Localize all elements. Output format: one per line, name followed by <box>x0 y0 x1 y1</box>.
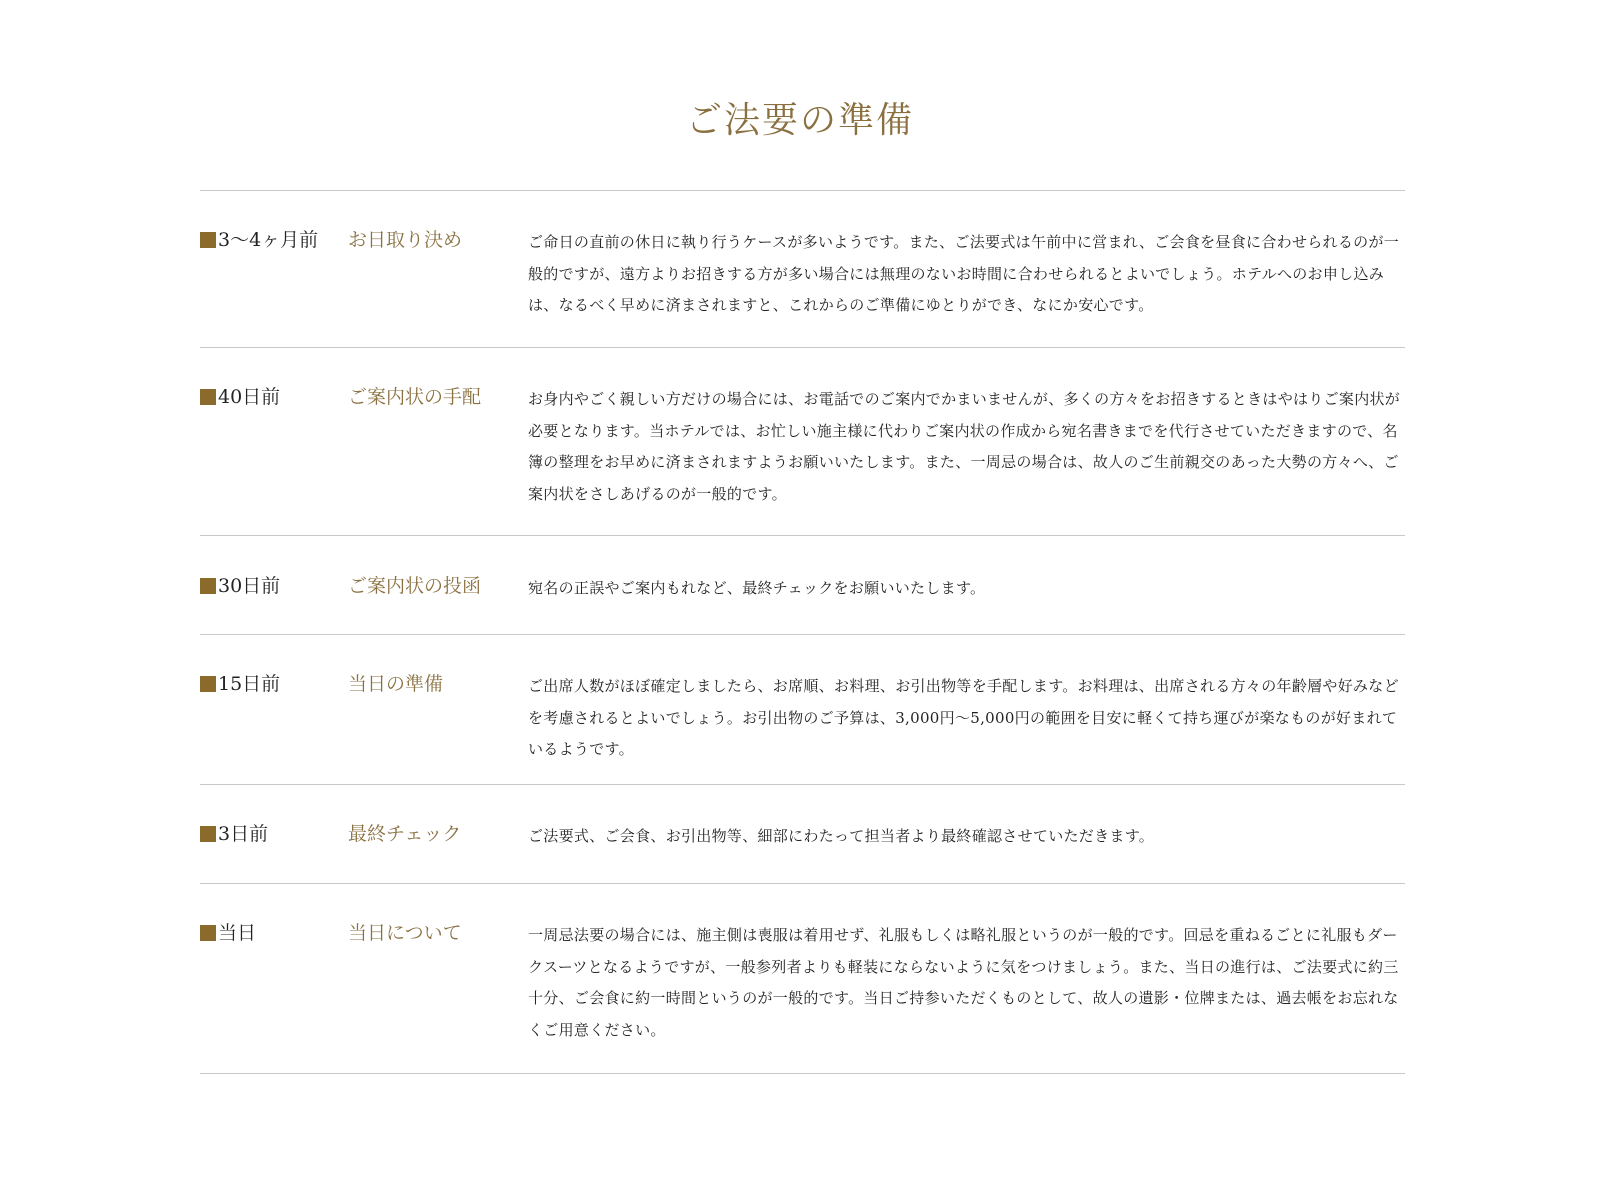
timing-label: 3〜4ヶ月前 <box>218 229 319 251</box>
schedule-row <box>200 785 1405 884</box>
timing-label: 3日前 <box>218 823 269 845</box>
schedule-row <box>200 635 1405 785</box>
schedule-row <box>200 348 1405 536</box>
schedule-table <box>200 190 1405 1074</box>
timing-cell <box>200 818 348 850</box>
task-label: 最終チェック <box>348 823 462 845</box>
task-description: お身内やごく親しい方だけの場合には、お電話でのご案内でかまいませんが、多くの方々をお招きするときはやはりご案内状が必要となります。当ホテルでは、お忙しい施主様に代わりご案内状の作成から宛名書きまでを代行させていただきますので、名簿の整理をお早めに済まされますようお願いいたします。また、一周忌の場合は、故人のご生前親交のあった大勢の方々へ、ご案内状をさしあげるのが一般的です。 <box>528 390 1401 503</box>
task-label: ご案内状の手配 <box>348 386 482 408</box>
schedule-row <box>200 884 1405 1074</box>
square-bullet-icon <box>200 925 216 941</box>
square-bullet-icon <box>200 676 216 692</box>
page-title: ご法要の準備 <box>685 100 914 141</box>
task-description: ご命日の直前の休日に執り行うケースが多いようです。また、ご法要式は午前中に営まれ、ご会食を昼食に合わせられるのが一般的ですが、遠方よりお招きする方が多い場合には無理のないお時間に合わせられるとよいでしょう。ホテルへのお申し込みは、なるべく早めに済まされますと、これからのご準備にゆとりができ、なにか安心です。 <box>528 233 1400 314</box>
schedule-row <box>200 536 1405 635</box>
task-description: 宛名の正誤やご案内もれなど、最終チェックをお願いいたします。 <box>528 579 986 597</box>
schedule-row <box>200 191 1405 348</box>
task-label: お日取り決め <box>348 229 463 251</box>
timing-cell <box>200 570 348 602</box>
timing-label: 15日前 <box>218 673 281 695</box>
square-bullet-icon <box>200 389 216 405</box>
task-label: 当日の準備 <box>348 673 444 695</box>
square-bullet-icon <box>200 578 216 594</box>
timing-cell <box>200 224 348 256</box>
task-description: ご出席人数がほぼ確定しましたら、お席順、お料理、お引出物等を手配します。お料理は、出席される方々の年齢層や好みなどを考慮されるとよいでしょう。お引出物のご予算は、3,000円〜5,000円の範囲を目安に軽くて持ち運びが楽なものが好まれているようです。 <box>528 677 1399 758</box>
task-description: 一周忌法要の場合には、施主側は喪服は着用せず、礼服もしくは略礼服というのが一般的です。回忌を重ねるごとに礼服もダークスーツとなるようですが、一般参列者よりも軽装にならないように気をつけましょう。また、当日の進行は、ご法要式に約三十分、ご会食に約一時間というのが一般的です。当日ご持参いただくものとして、故人の遺影・位牌または、過去帳をお忘れなくご用意ください。 <box>528 926 1399 1039</box>
timing-cell <box>200 917 348 949</box>
task-label: ご案内状の投函 <box>348 575 482 597</box>
timing-label: 40日前 <box>218 386 281 408</box>
square-bullet-icon <box>200 826 216 842</box>
timing-cell <box>200 381 348 413</box>
task-description: ご法要式、ご会食、お引出物等、細部にわたって担当者より最終確認させていただきます。 <box>528 827 1155 845</box>
timing-label: 当日 <box>218 922 257 944</box>
timing-label: 30日前 <box>218 575 281 597</box>
square-bullet-icon <box>200 232 216 248</box>
timing-cell <box>200 668 348 700</box>
task-label: 当日について <box>348 922 462 944</box>
